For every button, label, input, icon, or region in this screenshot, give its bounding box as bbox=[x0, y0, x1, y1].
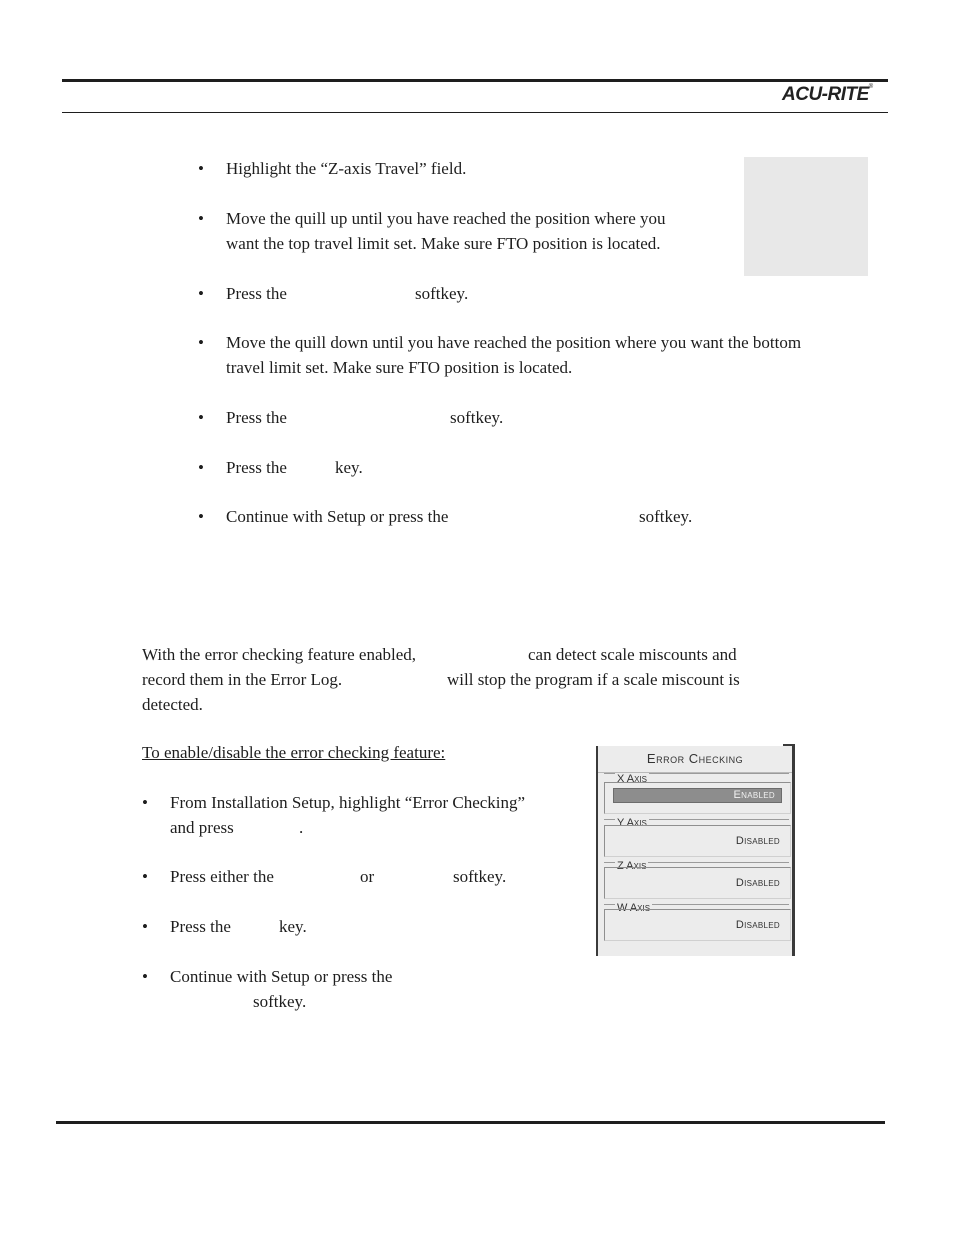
list-item: • Press the softkey. bbox=[198, 408, 504, 427]
axis-label: Z Axis bbox=[617, 860, 647, 872]
intro-line-1b: can detect scale miscounts and bbox=[528, 645, 737, 664]
intro-line-2a: record them in the Error Log. bbox=[142, 670, 343, 689]
list-item: • Highlight the “Z-axis Travel” field. bbox=[198, 159, 467, 178]
acu-rite-logo: ACU-RITE® bbox=[782, 84, 873, 105]
list-item: • Press the softkey. bbox=[198, 284, 469, 303]
list-item: • Continue with Setup or press the softkey. bbox=[198, 507, 693, 526]
field-value: Disabled bbox=[735, 919, 780, 931]
margin-note-box bbox=[744, 157, 868, 276]
field-value: Disabled bbox=[735, 835, 780, 847]
axis-label: W Axis bbox=[617, 902, 651, 914]
error-checking-panel bbox=[596, 746, 795, 956]
list-item: • Press either the or softkey. bbox=[142, 867, 507, 886]
z-axis-field[interactable] bbox=[604, 867, 791, 899]
axis-label: X Axis bbox=[617, 773, 648, 785]
x-axis-field[interactable] bbox=[604, 782, 791, 814]
list-item: • Continue with Setup or press the softkey. bbox=[142, 967, 393, 1011]
field-value: Enabled bbox=[733, 789, 775, 801]
list-item: • Move the quill down until you have reached the position where you want the bottom travel limit set. Make sure FTO position is located. bbox=[198, 333, 802, 377]
footer-rule bbox=[56, 1121, 885, 1124]
field-value: Disabled bbox=[735, 877, 780, 889]
panel-title: Error Checking bbox=[646, 751, 744, 766]
w-axis-field[interactable] bbox=[604, 909, 791, 941]
axis-label: Y Axis bbox=[617, 817, 647, 829]
list-item: • From Installation Setup, highlight “Error Checking” and press . bbox=[142, 793, 526, 837]
intro-line-1a: With the error checking feature enabled, bbox=[142, 645, 417, 664]
header-rule-bottom bbox=[62, 112, 888, 113]
header-rule-top bbox=[62, 79, 888, 82]
list-item: • Press the key. bbox=[198, 458, 363, 477]
list-item: • Move the quill up until you have reached the position where you want the top travel limit set. Make sure FTO position is located. bbox=[198, 209, 666, 253]
intro-line-2b: will stop the program if a scale miscount is bbox=[447, 670, 740, 689]
intro-line-3: detected. bbox=[142, 695, 203, 714]
y-axis-field[interactable] bbox=[604, 825, 791, 857]
list-item: • Press the key. bbox=[142, 917, 307, 936]
howto-heading: To enable/disable the error checking feature: bbox=[142, 743, 446, 762]
field-highlight bbox=[613, 788, 782, 803]
